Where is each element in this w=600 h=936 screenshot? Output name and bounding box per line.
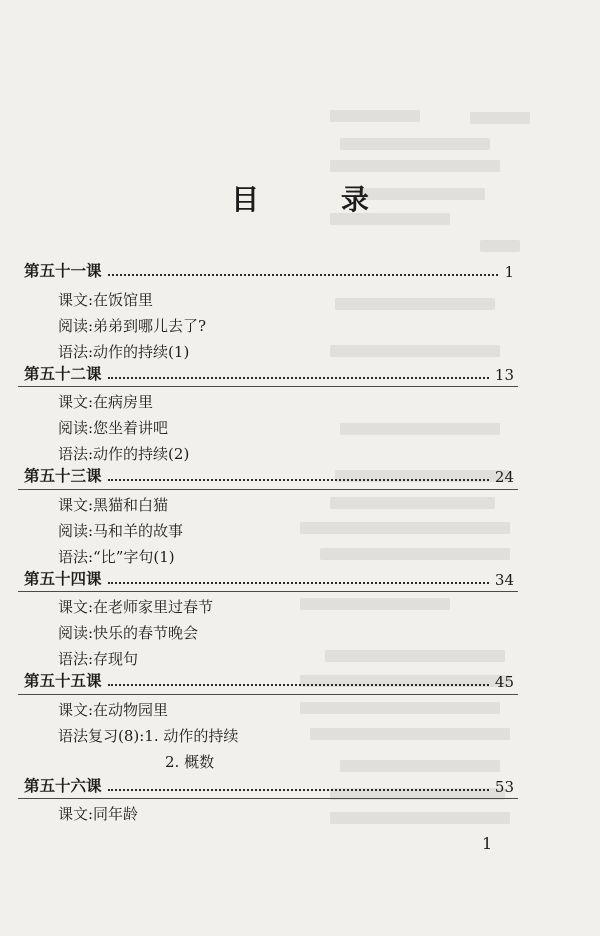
- divider-rule: [18, 798, 518, 799]
- toc-entry: [24, 464, 514, 486]
- lesson-heading[interactable]: [24, 669, 514, 691]
- lesson-page-number: 34: [494, 571, 514, 589]
- lesson-page-number: 24: [494, 468, 514, 486]
- toc-subitem: 课文:黑猫和白猫: [58, 496, 169, 514]
- leader-dots: [108, 478, 489, 481]
- lesson-heading[interactable]: [24, 362, 514, 384]
- toc-entry: [24, 259, 514, 281]
- toc-subitem: 阅读:弟弟到哪儿去了?: [58, 317, 207, 335]
- page-number: 1: [482, 834, 493, 853]
- toc-subitem: 语法复习(8):1. 动作的持续: [58, 727, 239, 745]
- lesson-heading[interactable]: [24, 464, 514, 486]
- toc-subitem: 2. 概数: [165, 753, 215, 771]
- divider-rule: [18, 591, 518, 592]
- leader-dots: [108, 683, 489, 686]
- divider-rule: [18, 694, 518, 695]
- lesson-page-number: 13: [494, 366, 514, 384]
- leader-dots: [108, 788, 489, 791]
- toc-subitem: 阅读:快乐的春节晚会: [58, 624, 199, 642]
- toc-subitem: 语法:“比”字句(1): [58, 548, 175, 566]
- leader-dots: [108, 376, 489, 379]
- toc-entry: [24, 567, 514, 589]
- lesson-heading[interactable]: [24, 774, 514, 796]
- toc-subitem: 语法:动作的持续(2): [58, 445, 190, 463]
- divider-rule: [18, 489, 518, 490]
- toc-subitem: 阅读:马和羊的故事: [58, 522, 184, 540]
- lesson-heading[interactable]: [24, 567, 514, 589]
- toc-subitem: 课文:在病房里: [58, 393, 154, 411]
- lesson-name: 第五十二课: [24, 364, 102, 383]
- toc-entry: [24, 669, 514, 691]
- leader-dots: [108, 581, 489, 584]
- lesson-name: 第五十六课: [24, 776, 102, 795]
- lesson-name: 第五十三课: [24, 466, 102, 485]
- toc-subitem: 语法:动作的持续(1): [58, 343, 190, 361]
- toc-subitem: 阅读:您坐着讲吧: [58, 419, 169, 437]
- toc-subitem: 课文:在动物园里: [58, 701, 169, 719]
- toc-subitem: 课文:同年龄: [58, 805, 139, 823]
- lesson-page-number: 1: [504, 263, 514, 281]
- lesson-name: 第五十四课: [24, 569, 102, 588]
- divider-rule: [18, 386, 518, 387]
- toc-subitem: 课文:在饭馆里: [58, 291, 154, 309]
- lesson-page-number: 45: [494, 673, 514, 691]
- toc-subitem: 课文:在老师家里过春节: [58, 598, 214, 616]
- toc-entry: [24, 774, 514, 796]
- lesson-name: 第五十一课: [24, 261, 102, 280]
- page-title: 目 录: [231, 183, 405, 216]
- toc-subitem: 语法:存现句: [58, 650, 139, 668]
- lesson-name: 第五十五课: [24, 671, 102, 690]
- leader-dots: [108, 273, 499, 276]
- lesson-page-number: 53: [494, 778, 514, 796]
- lesson-heading[interactable]: [24, 259, 514, 281]
- toc-entry: [24, 362, 514, 384]
